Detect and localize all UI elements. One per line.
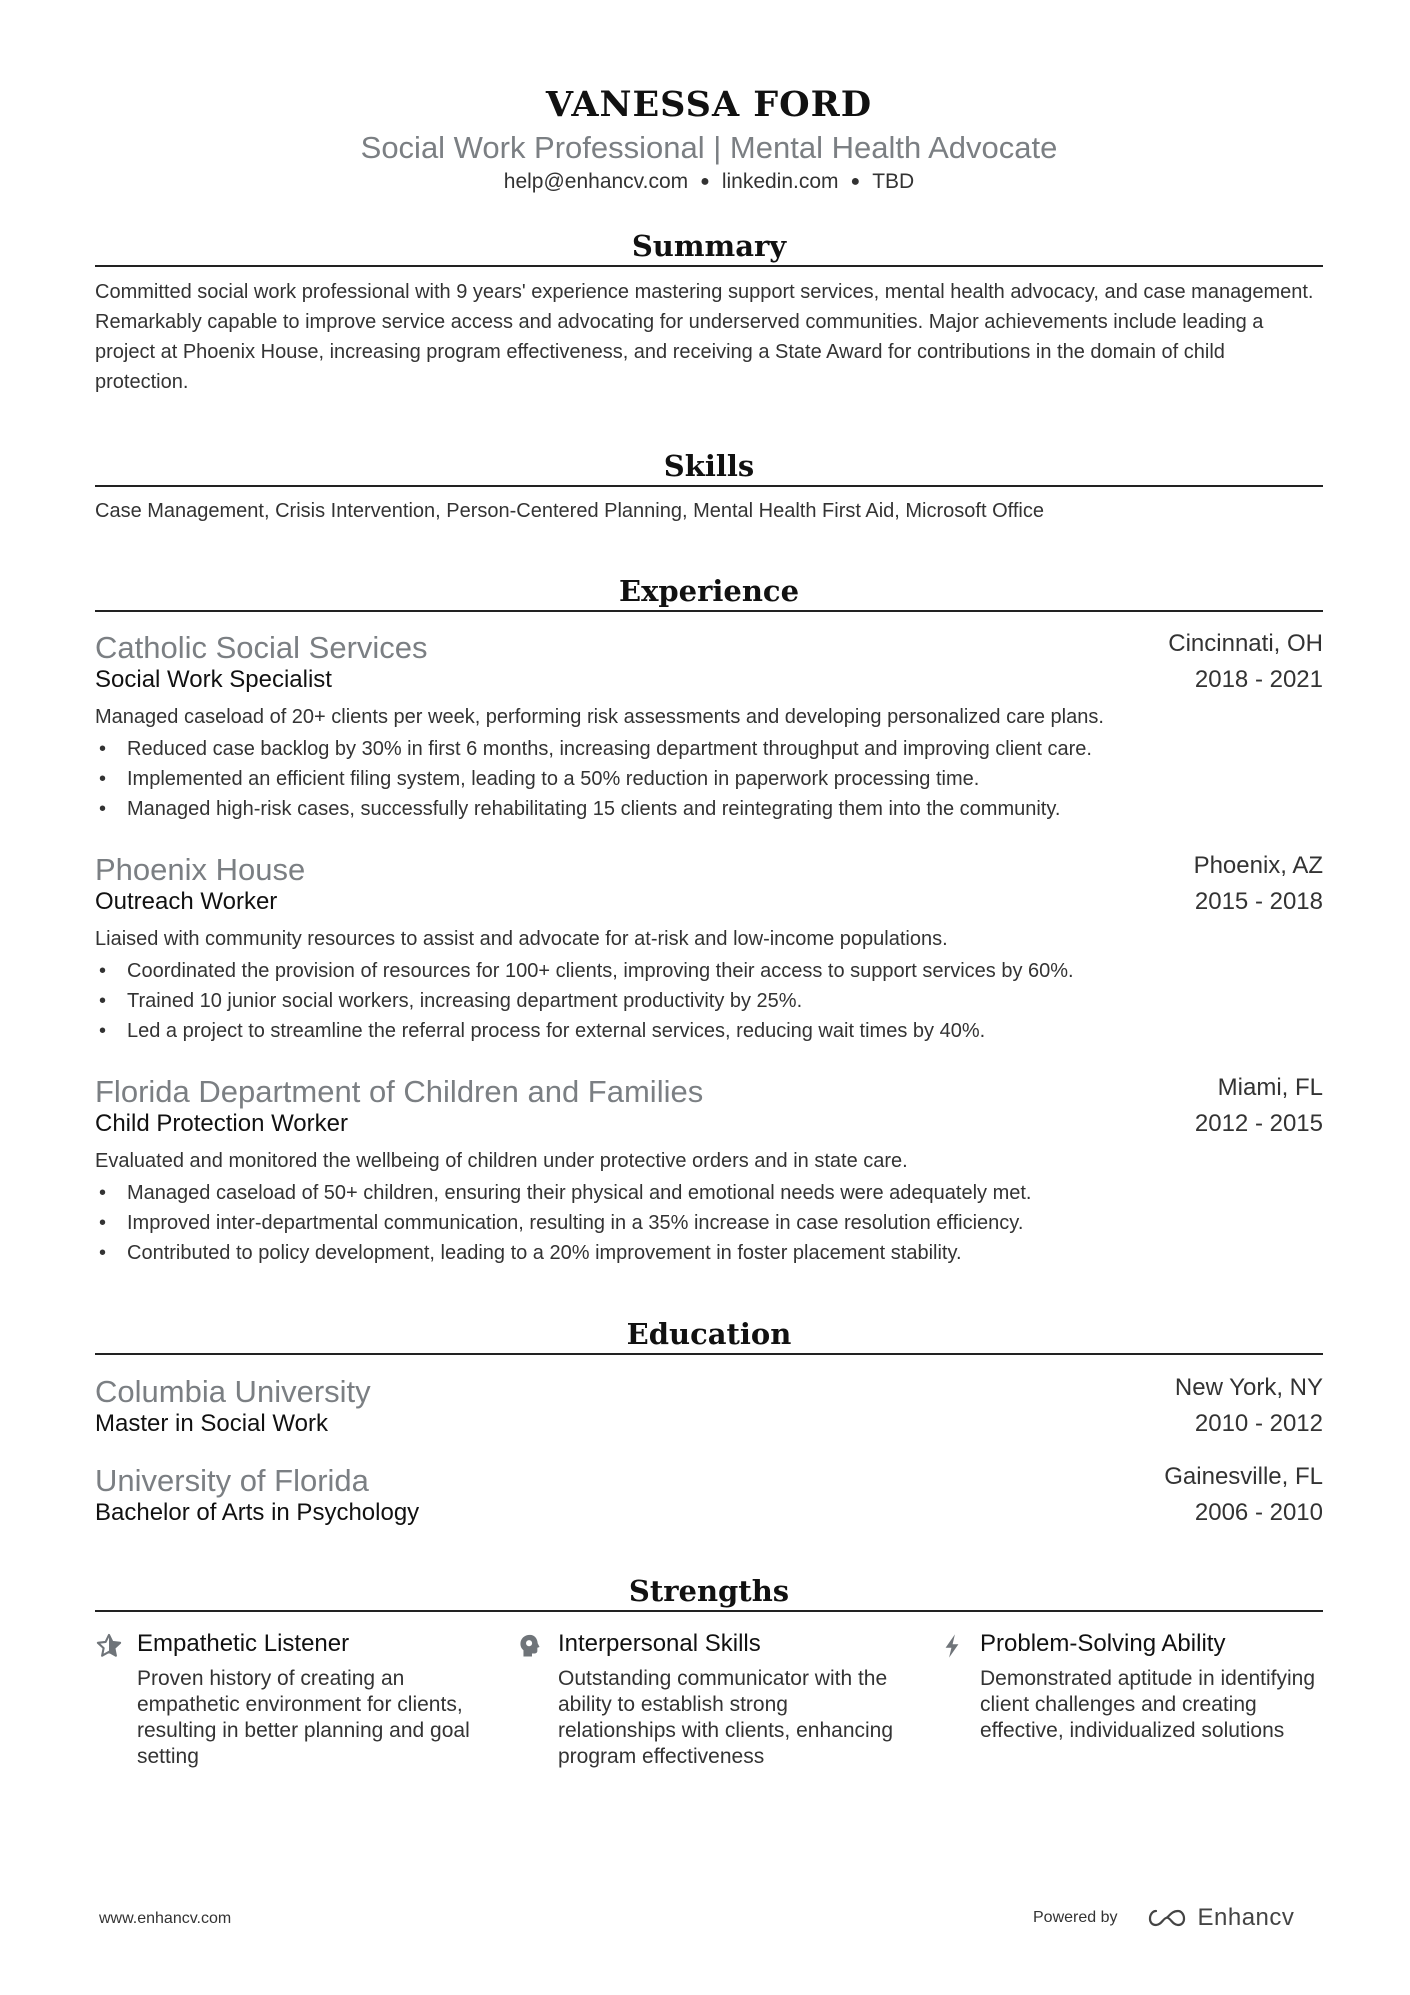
head-icon [516,1632,544,1660]
strengths-heading: Strengths [95,1570,1323,1612]
education-entry [95,1463,1323,1533]
achievement-item: • Improved inter-departmental communication, resulting in a 35% increase in case resolution efficiency. [95,1208,1323,1238]
school-name: Columbia University [95,1374,371,1409]
achievement-list [95,1178,1323,1268]
candidate-tagline: Social Work Professional | Mental Health Advocate [360,130,1058,165]
education-section [95,1313,1323,1355]
phone-text: TBD [872,170,915,193]
footer-website[interactable]: www.enhancv.com [99,1910,232,1927]
job-title: Outreach Worker [95,888,278,915]
job-title: Child Protection Worker [95,1110,348,1137]
employer-name: Florida Department of Children and Families [95,1074,704,1109]
summary-section [95,225,1323,397]
job-description: Managed caseload of 20+ clients per week, performing risk assessments and developing personalized care plans. [95,706,1104,728]
contact-line [95,170,1323,194]
degree-dates: 2006 - 2010 [1194,1499,1323,1526]
achievement-item: • Trained 10 junior social workers, increasing department productivity by 25%. [95,986,1323,1016]
strength-title: Interpersonal Skills [558,1630,761,1657]
strength-description: Demonstrated aptitude in identifying client challenges and creating effective, individualized solutions [980,1667,1316,1742]
employer-location: Miami, FL [1217,1074,1323,1101]
employer-location: Phoenix, AZ [1193,852,1323,879]
summary-text: Committed social work professional with 9 years' experience mastering support services, mental health advocacy, and case management. Remarkably capable to improve service access and advocating for underserved communities. Major achievements include leading a project at Phoenix House, increasing program effectiveness, and receiving a State Award for contributions in the domain of child protection. [95,281,1314,393]
achievement-item: • Contributed to policy development, leading to a 20% improvement in foster placement stability. [95,1238,1323,1268]
achievement-item: • Reduced case backlog by 30% in first 6 months, increasing department throughput and improving client care. [95,734,1323,764]
candidate-name: VANESSA FORD [545,84,873,125]
job-dates: 2018 - 2021 [1194,666,1323,693]
enhancv-logo-text: Enhancv [1197,1904,1295,1931]
degree-dates: 2010 - 2012 [1194,1410,1323,1437]
job-description: Evaluated and monitored the wellbeing of children under protective orders and in state care. [95,1150,908,1172]
degree-name: Bachelor of Arts in Psychology [95,1499,420,1526]
footer-branding[interactable] [1033,1903,1294,1933]
achievement-item: • Implemented an efficient filing system, leading to a 50% reduction in paperwork processing time. [95,764,1323,794]
experience-entry [95,630,1323,824]
strength-description: Outstanding communicator with the ability to establish strong relationships with clients, enhancing program effectiveness [558,1667,894,1768]
achievement-item: • Led a project to streamline the referral process for external services, reducing wait times by 40%. [95,1016,1323,1046]
strength-title: Problem-Solving Ability [980,1630,1226,1657]
education-entry [95,1374,1323,1444]
achievement-list [95,956,1323,1046]
lightning-icon [938,1632,966,1660]
strength-description: Proven history of creating an empathetic environment for clients, resulting in better planning and goal setting [137,1667,470,1768]
job-description: Liaised with community resources to assist and advocate for at-risk and low-income populations. [95,928,948,950]
employer-name: Phoenix House [95,852,306,887]
achievement-item: • Coordinated the provision of resources for 100+ clients, improving their access to support services by 60%. [95,956,1323,986]
experience-heading: Experience [95,570,1323,612]
separator-dot: ● [700,173,710,191]
job-dates: 2012 - 2015 [1194,1110,1323,1137]
experience-entry [95,852,1323,1046]
employer-name: Catholic Social Services [95,630,428,665]
email-link[interactable]: help@enhancv.com [503,170,689,193]
achievement-item: • Managed high-risk cases, successfully rehabilitating 15 clients and reintegrating them into the community. [95,794,1323,824]
skills-heading: Skills [95,445,1323,487]
job-title: Social Work Specialist [95,666,332,693]
experience-section [95,570,1323,612]
achievement-item: • Managed caseload of 50+ children, ensuring their physical and emotional needs were adequately met. [95,1178,1323,1208]
skills-section [95,445,1323,526]
job-dates: 2015 - 2018 [1194,888,1323,915]
summary-heading: Summary [95,225,1323,267]
school-location: New York, NY [1174,1374,1323,1401]
employer-location: Cincinnati, OH [1168,630,1323,657]
strength-title: Empathetic Listener [137,1630,350,1657]
school-location: Gainesville, FL [1164,1463,1323,1490]
star-icon [95,1632,123,1660]
skills-text: Case Management, Crisis Intervention, Person-Centered Planning, Mental Health First Aid, Microsoft Office [95,500,1044,522]
strengths-section [95,1570,1323,1612]
enhancv-logo-icon [1144,1906,1190,1930]
achievement-list [95,734,1323,824]
experience-entry [95,1074,1323,1268]
separator-dot: ● [850,173,861,191]
degree-name: Master in Social Work [95,1410,328,1437]
school-name: University of Florida [95,1463,369,1498]
linkedin-link[interactable]: linkedin.com [721,170,839,193]
education-heading: Education [95,1313,1323,1355]
powered-by-label: Powered by [1033,1909,1118,1926]
